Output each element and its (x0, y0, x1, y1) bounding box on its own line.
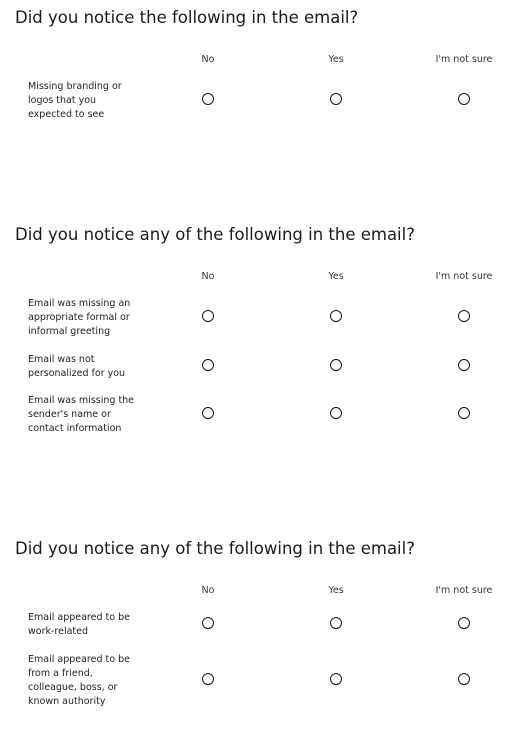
question-title: Did you notice any of the following in the email? (15, 225, 415, 244)
radio-yes[interactable] (330, 673, 342, 685)
radio-no[interactable] (202, 359, 214, 371)
row-label: Email was not personalized for you (28, 354, 126, 379)
column-header-not-sure: I'm not sure (435, 271, 493, 282)
radio-no[interactable] (202, 93, 214, 105)
row-label: Email appeared to be from a friend, colleague, boss, or known authority (28, 654, 130, 707)
radio-no[interactable] (202, 407, 214, 419)
radio-no[interactable] (202, 617, 214, 629)
column-header-no: No (201, 271, 215, 282)
radio-not-sure[interactable] (458, 359, 470, 371)
column-header-not-sure: I'm not sure (435, 54, 493, 65)
radio-yes[interactable] (330, 407, 342, 419)
column-header-no: No (201, 54, 215, 65)
radio-not-sure[interactable] (458, 673, 470, 685)
question-title: Did you notice any of the following in the email? (15, 539, 415, 558)
radio-yes[interactable] (330, 310, 342, 322)
radio-yes[interactable] (330, 617, 342, 629)
radio-not-sure[interactable] (458, 407, 470, 419)
radio-yes[interactable] (330, 359, 342, 371)
radio-not-sure[interactable] (458, 310, 470, 322)
row-label: Email was missing the sender's name or contact information (28, 395, 135, 434)
radio-not-sure[interactable] (458, 617, 470, 629)
column-header-yes: Yes (328, 54, 344, 65)
column-header-yes: Yes (328, 585, 344, 596)
column-header-no: No (201, 585, 215, 596)
radio-no[interactable] (202, 673, 214, 685)
row-label: Missing branding or logos that you expected to see (28, 81, 122, 120)
row-label: Email appeared to be work-related (28, 612, 130, 637)
column-header-not-sure: I'm not sure (435, 585, 493, 596)
column-header-yes: Yes (328, 271, 344, 282)
radio-not-sure[interactable] (458, 93, 470, 105)
question-title: Did you notice the following in the email? (15, 8, 359, 27)
radio-yes[interactable] (330, 93, 342, 105)
row-label: Email was missing an appropriate formal or informal greeting (28, 298, 131, 337)
radio-no[interactable] (202, 310, 214, 322)
